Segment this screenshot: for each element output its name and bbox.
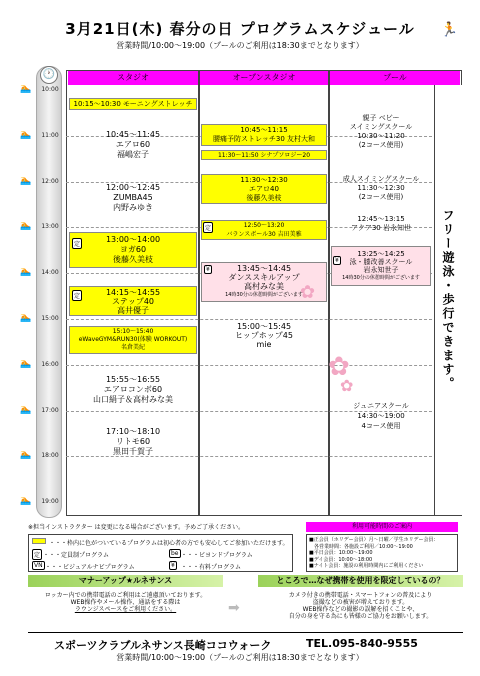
swimmer-icon: 🏊	[20, 404, 32, 415]
hour-gridline	[66, 365, 432, 366]
flower-icon: ✿	[340, 376, 354, 395]
studio-class: 15:10～15:40 eWaveGYM&RUN30(体験 WORKOUT) 名倉美紀	[69, 326, 197, 354]
swimmer-icon: 🏊	[20, 84, 32, 94]
swimmer-icon: 🏊	[20, 129, 32, 140]
time-label: 16:00	[41, 360, 59, 368]
open-studio-class: 12:50～13:20 バランスボール30 吉田美雅	[201, 220, 327, 240]
info-title: 利用可能時間のご案内	[306, 522, 458, 532]
time-label: 14:00	[41, 269, 59, 277]
swimmer-icon: 🏊	[20, 175, 32, 186]
manner-body: ロッカー内での携帯電話のご利用はご遠慮頂いております。 WEB操作やメール操作、通話をする際は ラウンジスペースをご利用ください。	[44, 592, 207, 613]
free-swim-panel: フリー遊泳・歩行できます。	[434, 85, 462, 515]
yen-badge: ¥	[171, 562, 175, 569]
open-studio-class: 11:30～11:50 シナプソロジー20	[201, 150, 327, 160]
legend-virtual: ・・・ビジュアルナビプログラム	[45, 564, 135, 571]
teiki-badge: 定	[72, 290, 82, 301]
time-label: 17:00	[41, 406, 59, 414]
legend-yellow: ・・・枠内に色がついているプログラムは初心者の方でも安心してご参加いただけます。	[49, 540, 289, 547]
time-label: 13:00	[41, 223, 59, 231]
teiki-badge: 定	[72, 238, 82, 249]
pool-class: 12:45～13:15 アクア30 岩永知世	[351, 215, 411, 232]
page-title: 3月21日(木) 春分の日 プログラムスケジュール	[65, 20, 415, 38]
open-studio-class: 10:45～11:15 腰痛予防ストレッチ30 友村大和	[201, 124, 327, 146]
time-label: 19:00	[41, 498, 59, 506]
pool-class: 成人スイミングスクール 11:30～12:30 (2コース使用)	[342, 174, 420, 201]
time-label: 11:00	[41, 131, 59, 139]
info-box: ■正会員（ホリデー会員）月～日曜／学生ホリデー会員： 各営業時間：各施設ご利用／10:00～19:00 ■平日会員：10:00～19:00 ■デイ会員：10:00～18:00 ■ナイト会員：施設の利用時間内にご利用ください	[306, 534, 458, 572]
swimmer-icon: 🏊	[20, 313, 32, 323]
swimmer-icon: 🏊	[20, 450, 32, 461]
pool-class: 親子 ベビー スイミングスクール 10:30～11:20 (2コース使用)	[349, 114, 413, 149]
studio-class: 10:45～11:45 エアロ60 福嶋宏子	[105, 130, 161, 159]
time-label: 18:00	[41, 452, 59, 460]
studio-class: 15:55～16:55 エアロコンボ60 山口絹子＆高村みな美	[93, 375, 173, 404]
swimmer-icon: 🏊	[20, 221, 32, 232]
clock-icon: 🕐	[40, 66, 58, 84]
club-phone: TEL.095-840-9555	[306, 637, 418, 650]
flower-icon: ✿	[300, 282, 316, 303]
studio-class: 14:15～14:55 ステップ40 高井優子	[69, 286, 197, 316]
manner-title: マナーアップ★ルネサンス	[28, 575, 223, 587]
header-studio: スタジオ	[68, 71, 198, 85]
footer-divider	[28, 632, 463, 633]
legend-box	[28, 534, 293, 572]
swimmer-icon: 🏊	[20, 358, 32, 369]
teiki-badge: 定	[203, 222, 213, 233]
swimmer-icon: 🏊	[20, 496, 32, 507]
yen-badge: ¥	[206, 266, 210, 273]
open-studio-class: 15:00～15:45 ヒップホップ45 mie	[235, 321, 293, 349]
pool-class: ジュニアスクール 14:30～19:00 4コース使用	[353, 402, 409, 430]
instructor-note: ※担当インストラクター は変更になる場合がございます。予めご了承ください。	[28, 524, 245, 531]
legend-yuryo: ・・・有料プログラム	[181, 564, 241, 571]
studio-class: 17:10～18:10 リトモ60 黒田千賀子	[105, 427, 161, 456]
club-name: スポーツクラブルネサンス長崎ココウォーク	[54, 639, 272, 652]
beyond-badge: be	[171, 550, 179, 557]
yellow-swatch	[32, 538, 46, 544]
swimmer-icon: 🏊	[20, 267, 32, 278]
arrow-icon: ➡	[228, 600, 240, 616]
header-open-studio: オープンスタジオ	[200, 71, 328, 85]
legend-beyond: ・・・ビヨンドプログラム	[181, 552, 253, 559]
virtual-badge: VN	[34, 562, 43, 569]
studio-class: 10:15～10:30 モーニングストレッチ	[69, 98, 197, 110]
legend-teiki: ・・・定員制プログラム	[43, 552, 109, 559]
flower-icon: ✿	[328, 352, 350, 382]
runner-icon: 🏃	[440, 22, 458, 38]
time-label: 15:00	[41, 315, 59, 322]
why-title: ところで…なぜ携帯を使用を限定しているの？	[258, 575, 463, 587]
header-pool: プール	[330, 71, 460, 85]
open-studio-class: 13:45～14:45 ダンススキルアップ 高村みな美 14時30分の休憩時間がございます	[201, 262, 327, 302]
opening-hours: 営業時間/10:00～19:00（プールのご利用は18:30までとなります）	[116, 41, 364, 50]
studio-class: 13:00～14:00 ヨガ60 後藤久美枝	[69, 232, 197, 268]
time-label: 10:00	[41, 86, 59, 93]
time-label: 12:00	[41, 177, 59, 185]
why-body: カメラ付きの携帯電話・スマートフォンの普及により 盗撮などの被害が増えております。 WEB操作などの撮影の誤解を招くことや、 自分の身を守る為にも皆様のご協力をお願いします。	[288, 592, 433, 620]
footer-hours: 営業時間/10:00～19:00（プールのご利用は18:30までとなります）	[116, 653, 364, 662]
pool-class: 13:25～14:25 泳・膝改善スクール 岩永知世子 14時30分の休憩時間がございます	[331, 246, 431, 286]
open-studio-class: 11:30～12:30 エアロ40 後藤久美枝	[201, 174, 327, 204]
teiki-badge: 定	[32, 549, 42, 560]
yen-badge: ¥	[335, 257, 339, 264]
studio-class: 12:00～12:45 ZUMBA45 内野みゆき	[105, 183, 161, 212]
